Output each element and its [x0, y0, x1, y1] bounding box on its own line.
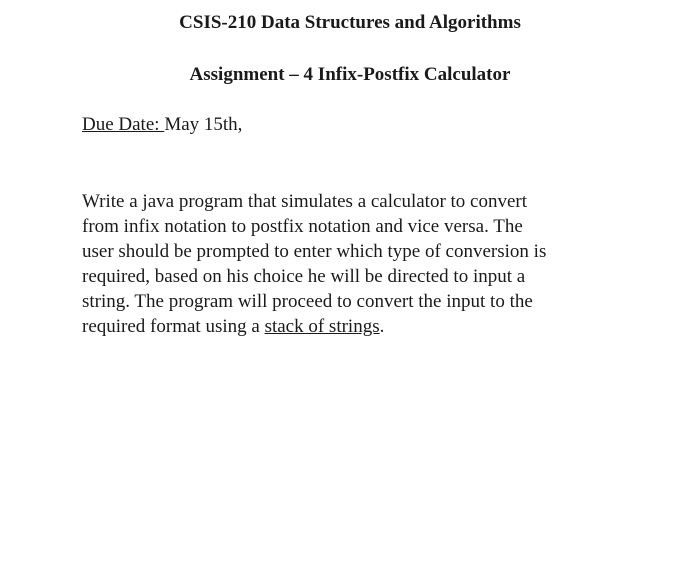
- course-title: CSIS-210 Data Structures and Algorithms: [179, 12, 521, 33]
- stack-of-strings-emphasis: stack of strings: [264, 316, 380, 337]
- due-date-value: May 15th,: [164, 114, 243, 135]
- due-date-label: Due Date:: [82, 114, 165, 135]
- description-line: from infix notation to postfix notation and vice versa. The: [82, 216, 523, 237]
- description-last-line-prefix: required format using a: [82, 316, 265, 337]
- description-last-line-suffix: .: [379, 316, 385, 337]
- due-date-line: [82, 114, 242, 136]
- assignment-title: Assignment – 4 Infix-Postfix Calculator: [189, 64, 511, 85]
- description-line: required, based on his choice he will be directed to input a: [82, 266, 526, 287]
- description-line: string. The program will proceed to convert the input to the: [82, 291, 533, 312]
- assignment-description: [82, 189, 622, 339]
- description-line: user should be prompted to enter which type of conversion is: [82, 241, 547, 262]
- description-last-line: [82, 314, 622, 339]
- description-line: Write a java program that simulates a calculator to convert: [82, 191, 528, 212]
